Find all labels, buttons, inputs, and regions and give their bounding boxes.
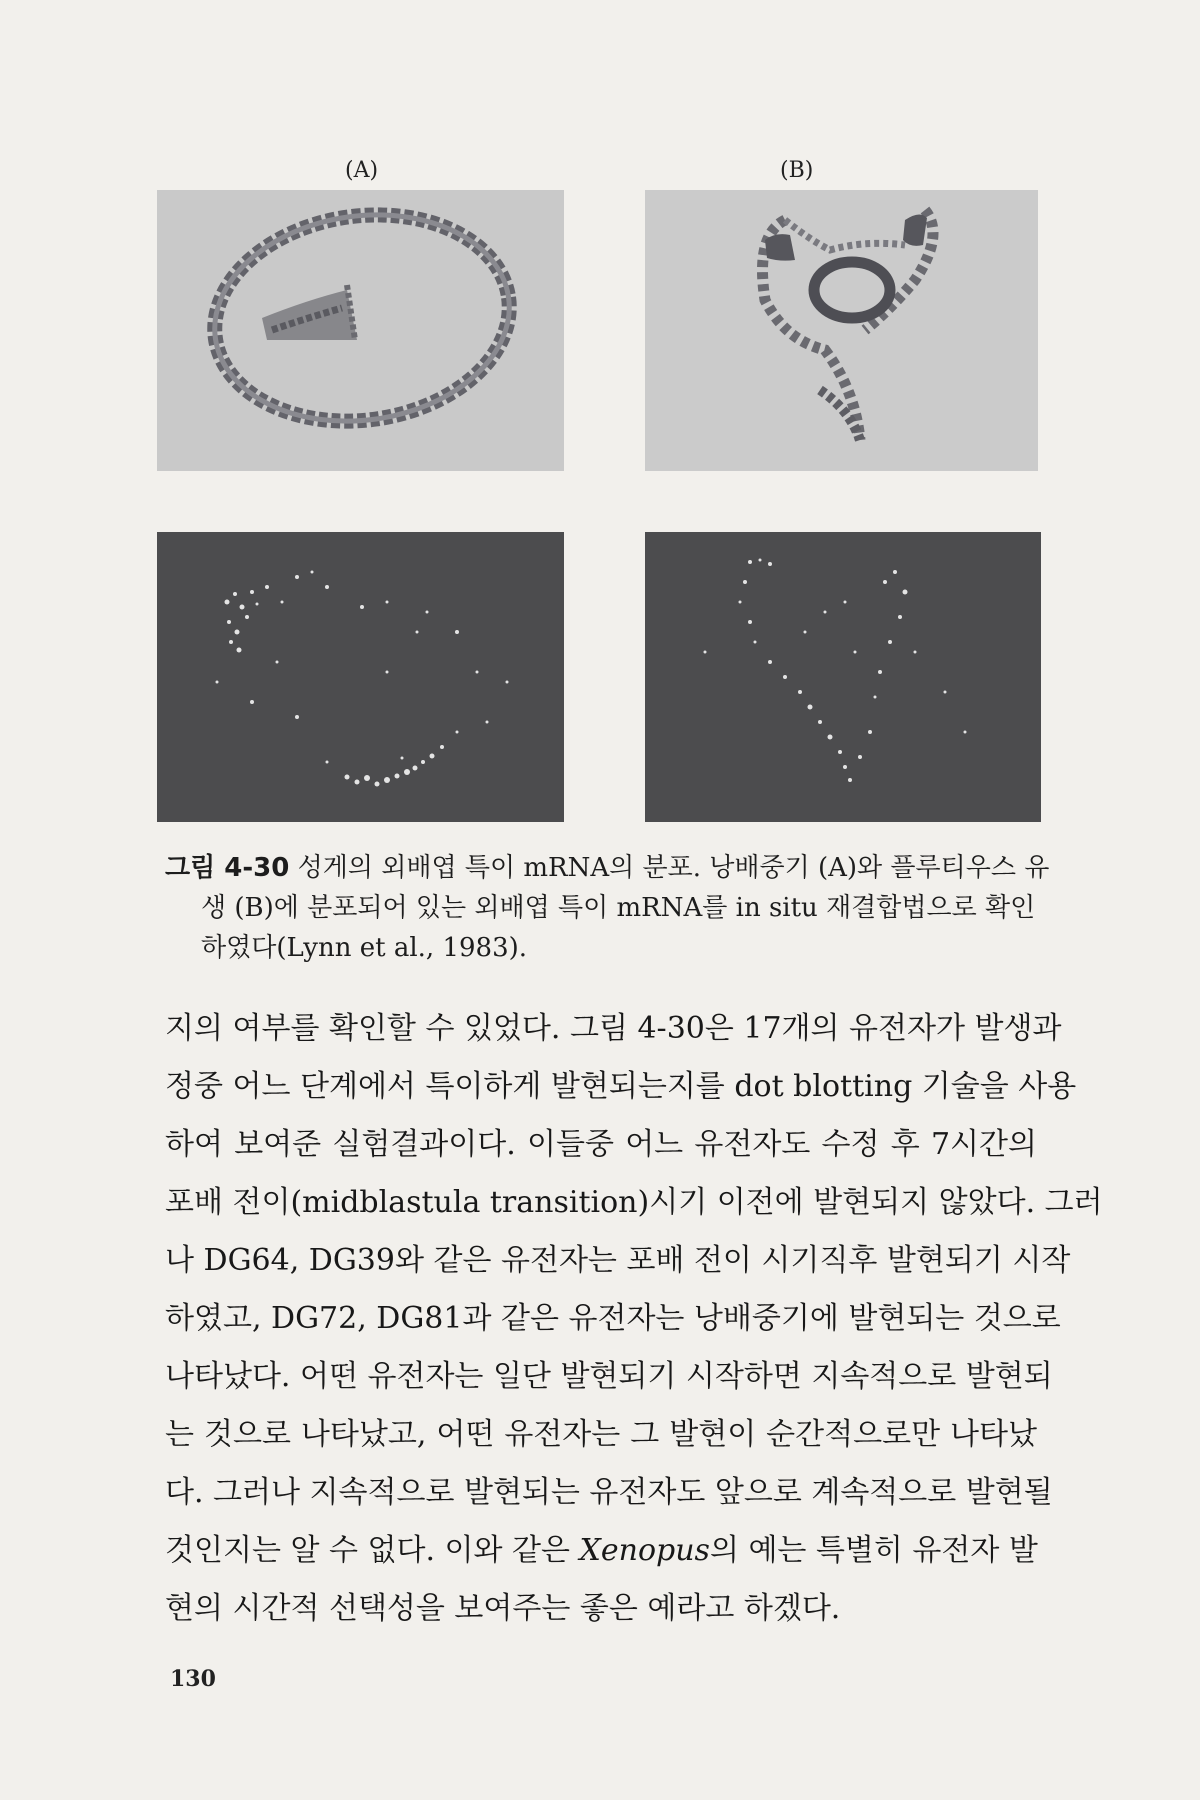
species-name: Xenopus [579, 1533, 710, 1568]
body-line: 하였고, DG72, DG81과 같은 유전자는 낭배중기에 발현되는 것으로 [165, 1301, 1061, 1336]
caption-line: 생 (B)에 분포되어 있는 외배엽 특이 mRNA를 in situ 재결합법으로 확인 [201, 893, 1036, 923]
caption-line: 하였다(Lynn et al., 1983). [201, 933, 528, 963]
caption-text: 성게의 외배엽 특이 mRNA의 분포. 낭배중기 (A)와 플루티우스 유 [297, 853, 1050, 883]
body-line: 현의 시간적 선택성을 보여주는 좋은 예라고 하겠다. [165, 1591, 841, 1626]
body-paragraph [165, 1000, 1103, 1638]
page-number: 130 [170, 1666, 216, 1692]
body-line: 지의 여부를 확인할 수 있었다. 그림 4-30은 17개의 유전자가 발생과 [165, 1011, 1062, 1046]
body-line: 포배 전이(midblastula transition)시기 이전에 발현되지 않았다. 그러 [165, 1185, 1103, 1220]
photo-gastrula-brightfield [157, 190, 564, 471]
body-line: 것인지는 알 수 없다. 이와 같은 Xenopus의 예는 특별히 유전자 발 [165, 1533, 1038, 1568]
panel-label-b: (B) [780, 158, 814, 183]
photo-pluteus-brightfield [645, 190, 1038, 471]
photo-gastrula-darkfield [157, 532, 564, 822]
body-line: 정중 어느 단계에서 특이하게 발현되는지를 dot blotting 기술을 사용 [165, 1069, 1077, 1104]
caption-label: 그림 4-30 [165, 853, 290, 883]
figure-caption [165, 848, 1050, 968]
body-line: 는 것으로 나타났고, 어떤 유전자는 그 발현이 순간적으로만 나타났 [165, 1417, 1037, 1452]
body-line: 다. 그러나 지속적으로 발현되는 유전자도 앞으로 계속적으로 발현될 [165, 1475, 1053, 1510]
photo-pluteus-darkfield [645, 532, 1041, 822]
body-line: 하여 보여준 실험결과이다. 이들중 어느 유전자도 수정 후 7시간의 [165, 1127, 1037, 1162]
panel-label-a: (A) [345, 158, 379, 183]
caption-line [165, 848, 1050, 888]
body-line: 나타났다. 어떤 유전자는 일단 발현되기 시작하면 지속적으로 발현되 [165, 1359, 1053, 1394]
body-line: 나 DG64, DG39와 같은 유전자는 포배 전이 시기직후 발현되기 시작 [165, 1243, 1071, 1278]
